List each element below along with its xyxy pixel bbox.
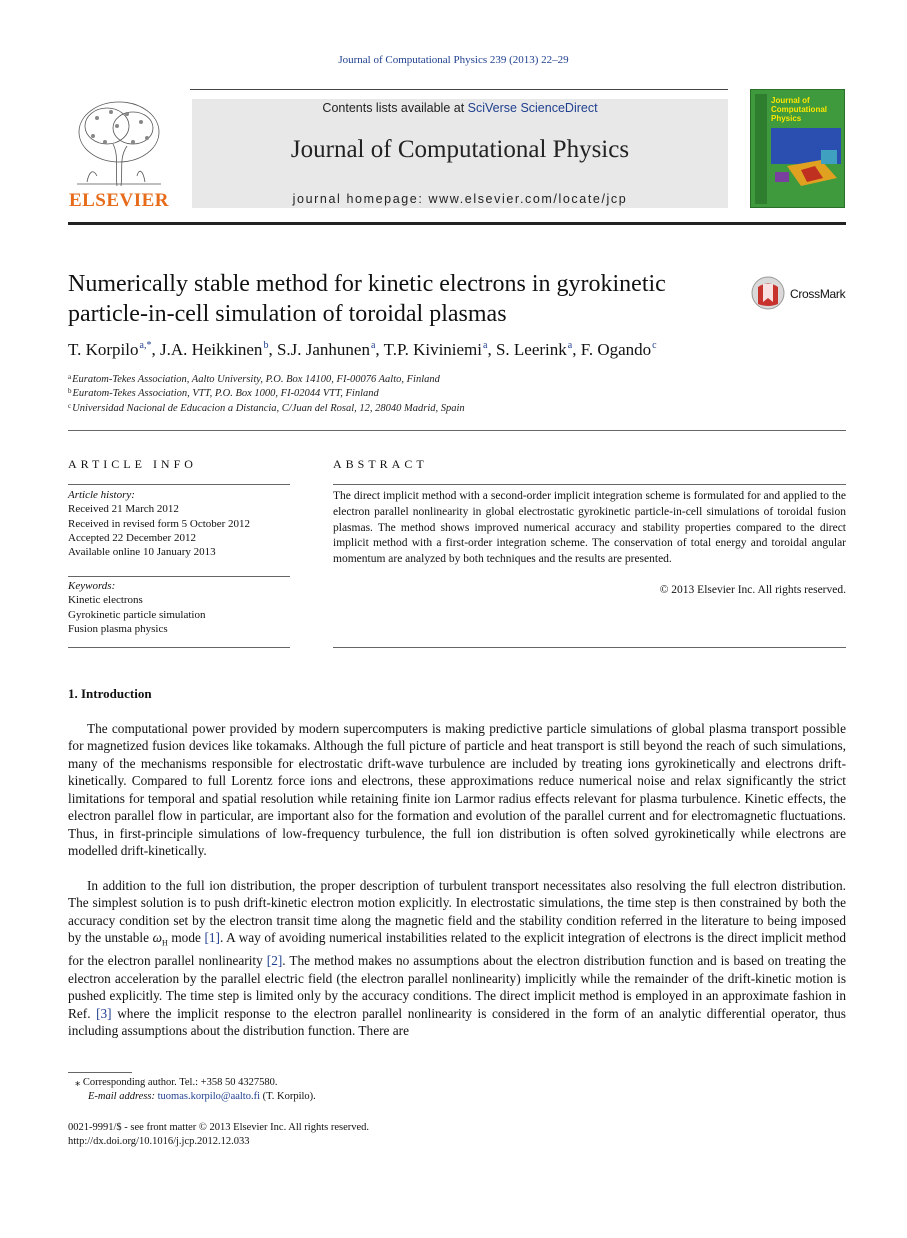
author-name[interactable]: S.J. Janhunen bbox=[276, 340, 370, 359]
article-title: Numerically stable method for kinetic electrons in gyrokinetic particle-in-cell simulation of toroidal plasmas bbox=[68, 271, 666, 327]
author-affiliation-mark[interactable]: b bbox=[263, 340, 269, 351]
contents-prefix: Contents lists available at bbox=[322, 101, 468, 115]
history-item: Received 21 March 2012 bbox=[68, 503, 179, 516]
history-item: Received in revised form 5 October 2012 bbox=[68, 517, 251, 530]
history-label: Article history: bbox=[68, 489, 135, 501]
body-paragraph bbox=[68, 877, 846, 1040]
author-name[interactable]: S. Leerink bbox=[495, 340, 567, 359]
history-item: Available online 10 January 2013 bbox=[68, 546, 216, 559]
author-affiliation-mark[interactable]: a bbox=[567, 340, 573, 351]
article-info-rule bbox=[68, 647, 290, 648]
journal-cover-thumbnail[interactable] bbox=[750, 89, 845, 208]
affiliation-text: Euratom-Tekes Association, VTT, P.O. Box 1000, FI-02044 VTT, Finland bbox=[72, 388, 379, 399]
abstract-heading: ABSTRACT bbox=[333, 457, 428, 471]
keyword: Gyrokinetic particle simulation bbox=[68, 608, 206, 621]
abstract-text: The direct implicit method with a second-order implicit integration scheme is formulated for and applied to the electron parallel nonlinearity in global electrostatic gyrokinetic particle-in-cell simulations of toroidal fusion plasmas. The method shows improved numerical accuracy and stability properties compared to the direct implicit method with a first-order integration scheme. The conservation of total energy and toroidal angular momentum are analyzed by both techniques and the results are presented. bbox=[333, 490, 846, 566]
keyword: Fusion plasma physics bbox=[68, 622, 168, 635]
crossmark-label[interactable]: CrossMark bbox=[790, 287, 846, 301]
author-name[interactable]: T.P. Kiviniemi bbox=[383, 340, 483, 359]
author-affiliation-mark[interactable]: a bbox=[483, 340, 488, 351]
author-name[interactable]: J.A. Heikkinen bbox=[159, 340, 263, 359]
author-affiliation-mark[interactable]: a bbox=[370, 340, 376, 351]
author-name[interactable]: T. Korpilo bbox=[68, 340, 139, 359]
affiliation-rule bbox=[68, 430, 846, 431]
paragraph-text: mode bbox=[167, 930, 205, 946]
history-item: Accepted 22 December 2012 bbox=[68, 531, 196, 544]
citation-link[interactable]: [1] bbox=[204, 930, 220, 946]
author-separator: , bbox=[375, 340, 384, 359]
affiliation bbox=[68, 387, 848, 399]
contents-line bbox=[192, 101, 728, 115]
header-bottom-rule bbox=[68, 222, 846, 225]
author-name[interactable]: F. Ogando bbox=[580, 340, 652, 359]
homepage-prefix: journal homepage: bbox=[292, 192, 429, 206]
abstract-rule bbox=[333, 647, 846, 648]
email-note bbox=[88, 1091, 868, 1102]
affiliation bbox=[68, 402, 848, 414]
paragraph-text: . A way of avoiding numerical instabilities related to the explicit integration of electrons is the direct implicit method for the electron parallel nonlinearity bbox=[68, 930, 847, 969]
author-affiliation-mark[interactable]: a,* bbox=[139, 340, 152, 351]
citation-link[interactable]: [2] bbox=[266, 953, 283, 969]
author-affiliation-mark[interactable]: c bbox=[652, 340, 657, 351]
corresponding-author-note: ⁎ Corresponding author. Tel.: +358 50 4327580. bbox=[75, 1077, 278, 1088]
article-info-rule bbox=[68, 576, 290, 577]
sciencedirect-link[interactable]: SciVerse ScienceDirect bbox=[467, 101, 598, 115]
author-separator: , bbox=[151, 340, 160, 359]
keywords-label: Keywords: bbox=[68, 580, 116, 592]
abstract-copyright: © 2013 Elsevier Inc. All rights reserved. bbox=[659, 584, 846, 596]
affiliation bbox=[68, 373, 848, 385]
homepage-url[interactable]: www.elsevier.com/locate/jcp bbox=[428, 192, 628, 206]
issn-line: 0021-9991/$ - see front matter © 2013 Elsevier Inc. All rights reserved. bbox=[68, 1122, 370, 1133]
math-subscript: H bbox=[161, 939, 168, 949]
email-suffix: (T. Korpilo). bbox=[260, 1091, 316, 1102]
cover-artwork bbox=[751, 90, 845, 208]
affiliation-text: Euratom-Tekes Association, Aalto University, P.O. Box 14100, FI-00076 Aalto, Finland bbox=[72, 374, 440, 385]
cover-title: Journal of Computational Physics bbox=[771, 96, 827, 123]
paragraph-text: where the implicit response to the electron parallel nonlinearity is considered in the form of an analytic differential operator, thus including assumptions about the distribution function. There are bbox=[68, 1005, 846, 1039]
author-list bbox=[68, 340, 828, 360]
keyword: Kinetic electrons bbox=[68, 594, 143, 607]
author-separator: , bbox=[487, 340, 496, 359]
affiliation-mark: a bbox=[68, 373, 72, 381]
journal-homepage-line bbox=[192, 192, 728, 206]
elsevier-wordmark: ELSEVIER bbox=[68, 190, 170, 211]
author-separator: , bbox=[268, 340, 277, 359]
section-heading: 1. Introduction bbox=[68, 686, 152, 701]
affiliation-mark: b bbox=[68, 387, 72, 395]
article-info-rule bbox=[68, 484, 290, 485]
journal-citation[interactable]: Journal of Computational Physics 239 (2013) 22–29 bbox=[338, 54, 569, 66]
author-separator: , bbox=[572, 340, 581, 359]
abstract-rule bbox=[333, 484, 846, 485]
citation-link[interactable]: [3] bbox=[96, 1005, 112, 1021]
paragraph-text: . The method makes no assumptions about the electron distribution function and is based on treating the electron acceleration by the parallel electric field (the electron parallel nonlinearity) implicitly while the remainder of the drift-kinetic motion is pushed explicitly. The time step is limited only by the accuracy conditions. The direct implicit method is employed in an approximate fashion in Ref. bbox=[68, 953, 846, 1021]
body-paragraph: The computational power provided by modern supercomputers is making predictive particle simulations of global plasma transport possible for magnetized fusion devices like tokamaks. Although the full picture of particle and heat transport is still beyond the reach of such simulations, many of the mechanisms responsible for electrostatic drift-wave turbulence are included by treating ions gyrokinetically and electrons drift-kinetically. Compared to full Lorentz force ions and electrons, these approximations reduce numerical noise and relax significantly the strict limitations for temporal and spatial resolution while retaining finite ion Larmor radius effects relevant for plasma turbulence. Kinetic effects, the electron parallel flow in particular, are important also for the formation and evolution of the parallel current and for electromagnetic fluctuations. Thus, in first-principle simulations of low-frequency turbulence, the full ion distribution is often solved gyrokinetically while electrons are modelled drift-kinetically. bbox=[68, 721, 846, 859]
header-top-rule bbox=[190, 89, 728, 90]
footnote-rule bbox=[68, 1072, 132, 1073]
article-history bbox=[68, 488, 298, 559]
journal-title: Journal of Computational Physics bbox=[290, 136, 630, 163]
math-omega: ω bbox=[152, 930, 162, 946]
email-label: E-mail address: bbox=[88, 1091, 158, 1102]
article-info-heading: ARTICLE INFO bbox=[68, 457, 197, 471]
affiliation-mark: c bbox=[68, 402, 72, 410]
keywords bbox=[68, 579, 298, 636]
affiliation-text: Universidad Nacional de Educacion a Distancia, C/Juan del Rosal, 12, 28040 Madrid, Spain bbox=[72, 403, 465, 414]
doi-link[interactable]: http://dx.doi.org/10.1016/j.jcp.2012.12.033 bbox=[68, 1136, 250, 1147]
paragraph-text: In addition to the full ion distribution, the proper description of turbulent transport necessitates also resolving the full electron distribution. The simplest solution is to push drift-kinetic electron motion explicitly. In electrostatic simulations, the time step is then constrained by both the accuracy condition set by the electron transit time along the magnetic field and the stability condition referred in the literature to being imposed by the unstable bbox=[68, 878, 846, 946]
email-link[interactable]: tuomas.korpilo@aalto.fi bbox=[157, 1091, 261, 1102]
